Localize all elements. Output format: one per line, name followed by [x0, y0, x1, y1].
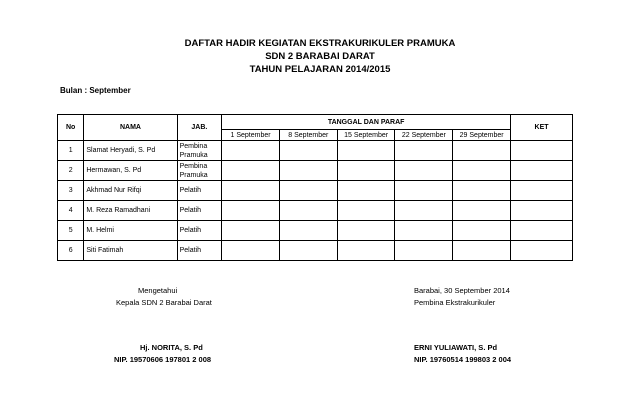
signature-cell[interactable] — [337, 161, 395, 181]
attendance-table — [57, 114, 573, 261]
table-row — [58, 181, 573, 201]
signature-cell[interactable] — [279, 241, 337, 261]
signature-cell[interactable] — [222, 141, 280, 161]
document-title: DAFTAR HADIR KEGIATAN EKSTRAKURIKULER PRAMUKA — [184, 38, 456, 49]
row-jab — [177, 241, 222, 261]
signature-cell[interactable] — [395, 181, 453, 201]
signature-cell[interactable] — [222, 181, 280, 201]
signature-cell[interactable] — [453, 201, 511, 221]
signature-cell[interactable] — [453, 181, 511, 201]
jab-line: Pelatih — [179, 187, 201, 194]
signature-cell[interactable] — [279, 201, 337, 221]
table-row — [58, 221, 573, 241]
row-name: Akhmad Nur Rifqi — [84, 181, 177, 201]
signature-cell[interactable] — [453, 141, 511, 161]
row-jab — [177, 141, 222, 161]
signature-cell[interactable] — [279, 161, 337, 181]
row-no: 2 — [58, 161, 84, 181]
date-header: 29 September — [453, 130, 511, 141]
row-no: 3 — [58, 181, 84, 201]
left-sig-nip: NIP. 19570606 197801 2 008 — [114, 355, 212, 364]
header-no: No — [58, 115, 84, 141]
row-name: Siti Fatimah — [84, 241, 177, 261]
row-jab — [177, 161, 222, 181]
signature-cell[interactable] — [222, 161, 280, 181]
jab-line: Pelatih — [179, 227, 201, 234]
jab-line: Pelatih — [179, 247, 201, 254]
signature-cell[interactable] — [395, 241, 453, 261]
row-jab — [177, 181, 222, 201]
jab-line: Pramuka — [179, 171, 208, 179]
right-sig-line2: Pembina Ekstrakurikuler — [414, 298, 496, 307]
row-name: M. Reza Ramadhani — [84, 201, 177, 221]
ket-cell[interactable] — [511, 161, 573, 181]
ket-cell[interactable] — [511, 141, 573, 161]
signature-cell[interactable] — [337, 141, 395, 161]
header-ket: KET — [511, 115, 573, 141]
header-nama: NAMA — [84, 115, 177, 141]
ket-cell[interactable] — [511, 181, 573, 201]
signature-cell[interactable] — [337, 181, 395, 201]
ket-cell[interactable] — [511, 201, 573, 221]
signature-cell[interactable] — [395, 221, 453, 241]
date-header: 1 September — [222, 130, 280, 141]
signature-cell[interactable] — [279, 141, 337, 161]
jab-line: Pramuka — [179, 151, 208, 159]
signature-cell[interactable] — [395, 201, 453, 221]
signature-cell[interactable] — [279, 221, 337, 241]
header-jab: JAB. — [177, 115, 222, 141]
left-sig-line2: Kepala SDN 2 Barabai Darat — [116, 298, 212, 307]
jab-line: Pembina — [179, 142, 208, 150]
month-label: Bulan : September — [60, 86, 131, 95]
date-header: 15 September — [337, 130, 395, 141]
jab-line: Pembina — [179, 162, 208, 170]
signature-cell[interactable] — [453, 161, 511, 181]
signature-cell[interactable] — [222, 201, 280, 221]
ket-cell[interactable] — [511, 221, 573, 241]
ket-cell[interactable] — [511, 241, 573, 261]
left-sig-line1: Mengetahui — [138, 286, 178, 295]
right-sig-nip: NIP. 19760514 199803 2 004 — [414, 355, 512, 364]
date-header: 8 September — [279, 130, 337, 141]
row-no: 6 — [58, 241, 84, 261]
header-tanggal: TANGGAL DAN PARAF — [222, 115, 511, 130]
signature-cell[interactable] — [279, 181, 337, 201]
row-no: 5 — [58, 221, 84, 241]
signature-cell[interactable] — [337, 201, 395, 221]
row-jab — [177, 201, 222, 221]
jab-line: Pelatih — [179, 207, 201, 214]
row-name: M. Helmi — [84, 221, 177, 241]
date-header: 22 September — [395, 130, 453, 141]
left-sig-name: Hj. NORITA, S. Pd — [140, 343, 203, 352]
table-row — [58, 241, 573, 261]
row-name: Slamat Heryadi, S. Pd — [84, 141, 177, 161]
row-jab — [177, 221, 222, 241]
row-no: 1 — [58, 141, 84, 161]
signature-cell[interactable] — [453, 241, 511, 261]
signature-cell[interactable] — [337, 241, 395, 261]
signature-cell[interactable] — [337, 221, 395, 241]
signature-cell[interactable] — [222, 241, 280, 261]
signature-cell[interactable] — [395, 161, 453, 181]
right-sig-name: ERNI YULIAWATI, S. Pd — [414, 343, 498, 352]
table-row — [58, 141, 573, 161]
row-no: 4 — [58, 201, 84, 221]
academic-year: TAHUN PELAJARAN 2014/2015 — [249, 64, 391, 75]
signature-cell[interactable] — [453, 221, 511, 241]
right-sig-line1: Barabai, 30 September 2014 — [414, 286, 510, 295]
table-row — [58, 161, 573, 181]
signature-cell[interactable] — [222, 221, 280, 241]
table-row — [58, 201, 573, 221]
school-name: SDN 2 BARABAI DARAT — [265, 51, 375, 62]
row-name: Hermawan, S. Pd — [84, 161, 177, 181]
signature-cell[interactable] — [395, 141, 453, 161]
